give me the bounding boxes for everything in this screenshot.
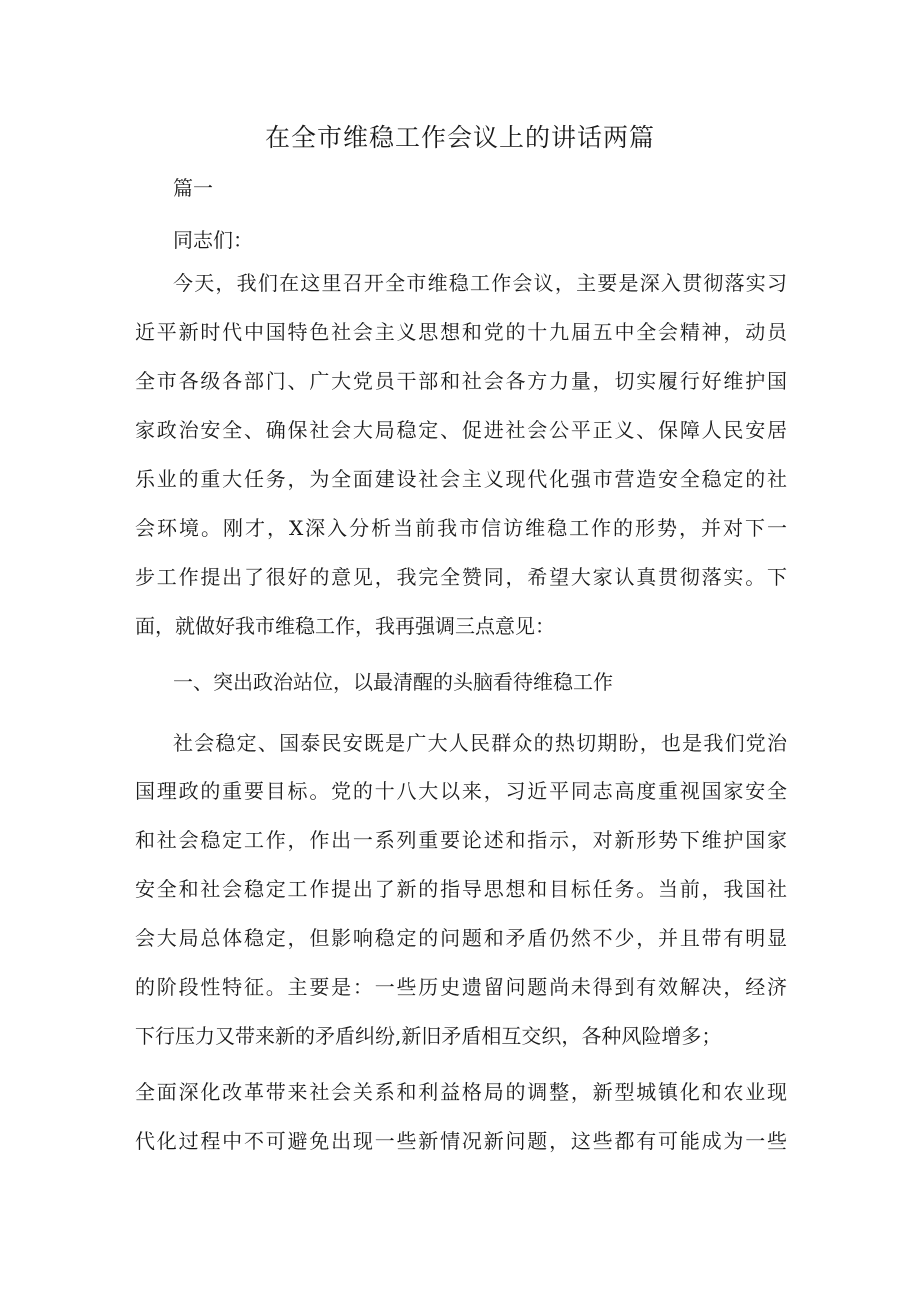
paragraph2-line: 安全和社会稳定工作提出了新的指导思想和目标任务。当前，我国社 bbox=[135, 877, 787, 901]
paragraph2-line: 和社会稳定工作，作出一系列重要论述和指示，对新形势下维护国家 bbox=[135, 828, 787, 852]
section-label: 篇一 bbox=[173, 176, 213, 200]
paragraph2-line: 国理政的重要目标。党的十八大以来，习近平同志高度重视国家安全 bbox=[135, 779, 787, 803]
paragraph1-line: 全市各级各部门、广大党员干部和社会各方力量，切实履行好维护国 bbox=[135, 369, 787, 393]
paragraph1-line: 家政治安全、确保社会大局稳定、促进社会公平正义、保障人民安居 bbox=[135, 418, 787, 442]
paragraph3-line: 全面深化改革带来社会关系和利益格局的调整，新型城镇化和农业现 bbox=[135, 1080, 787, 1104]
salutation: 同志们： bbox=[173, 228, 253, 252]
paragraph3-line: 代化过程中不可避免出现一些新情况新问题，这些都有可能成为一些 bbox=[135, 1129, 787, 1153]
paragraph2-line: 下行压力又带来新的矛盾纠纷,新旧矛盾相互交织，各种风险增多； bbox=[135, 1024, 722, 1048]
paragraph1-line: 今天，我们在这里召开全市维稳工作会议，主要是深入贯彻落实习 bbox=[173, 271, 787, 295]
paragraph2-line: 社会稳定、国泰民安既是广大人民群众的热切期盼，也是我们党治 bbox=[173, 731, 787, 755]
document-title: 在全市维稳工作会议上的讲话两篇 bbox=[264, 123, 655, 152]
section-heading: 一、突出政治站位，以最清醒的头脑看待维稳工作 bbox=[173, 670, 613, 694]
paragraph1-line: 近平新时代中国特色社会主义思想和党的十九届五中全会精神，动员 bbox=[135, 320, 787, 344]
paragraph1-line: 会环境。刚才，X深入分析当前我市信访维稳工作的形势，并对下一 bbox=[135, 516, 787, 540]
paragraph1-line: 乐业的重大任务，为全面建设社会主义现代化强市营造安全稳定的社 bbox=[135, 467, 787, 491]
paragraph1-line: 步工作提出了很好的意见，我完全赞同，希望大家认真贯彻落实。下 bbox=[135, 565, 787, 589]
paragraph2-line: 会大局总体稳定，但影响稳定的问题和矛盾仍然不少，并且带有明显 bbox=[135, 926, 787, 950]
paragraph1-line: 面，就做好我市维稳工作，我再强调三点意见： bbox=[135, 614, 555, 638]
paragraph2-line: 的阶段性特征。主要是：一些历史遗留问题尚未得到有效解决，经济 bbox=[135, 975, 787, 999]
